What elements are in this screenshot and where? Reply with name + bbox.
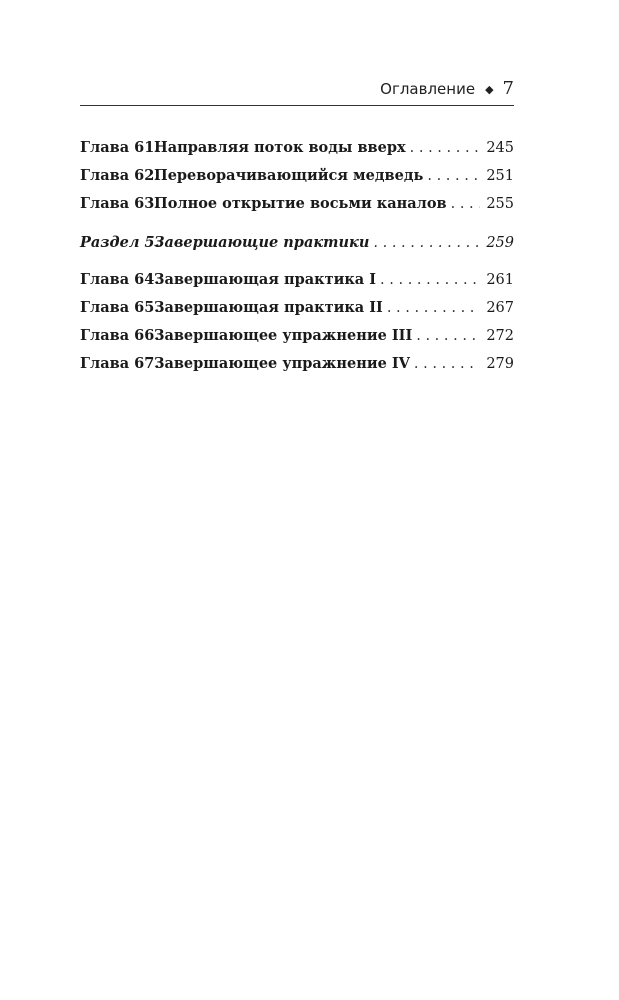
dot-leader — [380, 266, 480, 294]
toc-entry-title: Завершающая практика I — [154, 271, 377, 288]
toc-entry-page: 272 — [486, 328, 514, 344]
toc-entry-page: 259 — [486, 235, 514, 251]
dot-leader — [451, 190, 481, 218]
toc-entry-page: 261 — [486, 272, 514, 288]
toc-entry-chapter-61[interactable] — [80, 134, 514, 162]
dot-leader — [387, 294, 480, 322]
toc-entry-label: Глава 67. — [80, 355, 160, 372]
toc-entry-chapter-65[interactable] — [80, 294, 514, 322]
toc-entry-label: Глава 63. — [80, 195, 160, 212]
toc-entry-chapter-67[interactable] — [80, 350, 514, 378]
toc-entry-chapter-64[interactable] — [80, 266, 514, 294]
page-number: 7 — [502, 78, 514, 99]
toc-entry-label: Глава 61. — [80, 139, 160, 156]
toc-entry-chapter-66[interactable] — [80, 322, 514, 350]
running-head — [80, 78, 514, 99]
toc-entry-page: 245 — [486, 140, 514, 156]
toc-entry-label: Глава 62. — [80, 167, 160, 184]
toc-entry-page: 267 — [486, 300, 514, 316]
toc-entry-label: Глава 64. — [80, 271, 160, 288]
running-head-title: Оглавление — [380, 80, 476, 98]
toc-entry-title: Направляя поток воды вверх — [154, 139, 406, 156]
dot-leader — [414, 350, 480, 378]
toc-entry-title: Завершающее упражнение IV — [154, 355, 410, 372]
toc-entry-chapter-63[interactable] — [80, 190, 514, 218]
toc-entry-label: Глава 65. — [80, 299, 160, 316]
diamond-icon: ◆ — [485, 83, 494, 96]
table-of-contents — [80, 134, 514, 378]
toc-entry-page: 251 — [486, 168, 514, 184]
toc-entry-page: 255 — [486, 196, 514, 212]
toc-entry-page: 279 — [486, 356, 514, 372]
toc-entry-chapter-62[interactable] — [80, 162, 514, 190]
toc-entry-section-5[interactable] — [80, 229, 514, 257]
dot-leader — [416, 322, 480, 350]
toc-entry-title: Завершающие практики — [154, 234, 370, 251]
toc-entry-title: Завершающая практика II — [154, 299, 383, 316]
toc-entry-title: Полное открытие восьми каналов — [154, 195, 447, 212]
dot-leader — [373, 229, 480, 257]
toc-entry-title: Переворачивающийся медведь — [154, 167, 424, 184]
dot-leader — [427, 162, 480, 190]
dot-leader — [410, 134, 481, 162]
header-rule — [80, 105, 514, 106]
toc-entry-label: Раздел 5. — [80, 234, 160, 251]
toc-entry-title: Завершающее упражнение III — [154, 327, 413, 344]
toc-entry-label: Глава 66. — [80, 327, 160, 344]
